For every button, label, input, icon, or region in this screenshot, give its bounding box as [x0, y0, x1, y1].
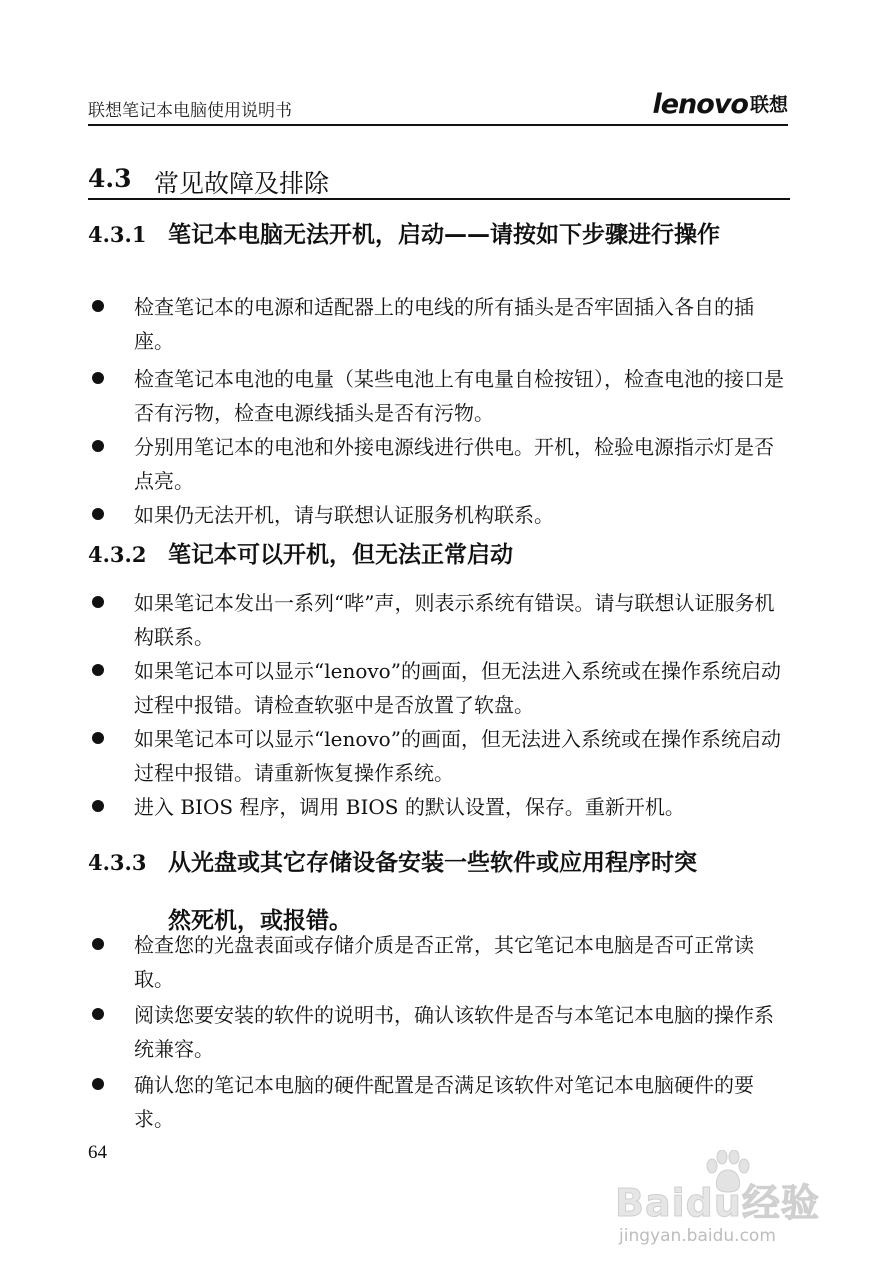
subsection-heading-4-3-1: [88, 218, 790, 252]
logo-chinese: 联想: [749, 94, 788, 116]
list-item-text: 如果仍无法开机，请与联想认证服务机构联系。: [134, 503, 554, 527]
bullet-dot-icon: [92, 372, 104, 384]
bullet-dot-icon: [92, 596, 104, 608]
list-item: [88, 722, 788, 790]
list-item: [88, 498, 788, 532]
bullet-dot-icon: [92, 440, 104, 452]
list-item: [88, 998, 788, 1066]
list-item: [88, 928, 788, 996]
watermark-url: jingyan.baidu.com: [619, 1226, 776, 1246]
bullet-dot-icon: [92, 300, 104, 312]
list-item-text: 检查笔记本电池的电量（某些电池上有电量自检按钮），检查电池的接口是否有污物，检查电源线插头是否有污物。: [134, 367, 784, 425]
list-item-text: 阅读您要安装的软件的说明书，确认该软件是否与本笔记本电脑的操作系统兼容。: [134, 1003, 774, 1061]
subsection-title: 笔记本电脑无法开机，启动——请按如下步骤进行操作: [168, 222, 720, 248]
section-title: 常见故障及排除: [154, 169, 330, 198]
list-item-text: 如果笔记本可以显示“lenovo”的画面，但无法进入系统或在操作系统启动过程中报错。请检查软驱中是否放置了软盘。: [134, 659, 781, 717]
page-number: 64: [88, 1142, 107, 1163]
list-item: [88, 586, 788, 654]
subsection-number: 4.3.1: [88, 222, 147, 247]
list-item: [88, 290, 788, 358]
section-number: 4.3: [88, 164, 132, 193]
bullet-dot-icon: [92, 1078, 104, 1090]
lenovo-logo: [652, 90, 788, 120]
subsection-heading-4-3-2: [88, 538, 790, 572]
bullet-dot-icon: [92, 800, 104, 812]
list-item: [88, 430, 788, 498]
list-item-text: 如果笔记本可以显示“lenovo”的画面，但无法进入系统或在操作系统启动过程中报错。请重新恢复操作系统。: [134, 727, 781, 785]
list-item-text: 检查笔记本的电源和适配器上的电线的所有插头是否牢固插入各自的插座。: [134, 295, 754, 353]
list-item: [88, 362, 788, 430]
list-item-text: 确认您的笔记本电脑的硬件配置是否满足该软件对笔记本电脑硬件的要求。: [134, 1073, 754, 1131]
subsection-number: 4.3.3: [88, 850, 147, 875]
list-item: [88, 654, 788, 722]
running-header: [88, 89, 788, 126]
logo-word: lenovo: [652, 89, 748, 120]
bullet-dot-icon: [92, 508, 104, 520]
list-item: [88, 790, 788, 824]
subsection-title: 笔记本可以开机，但无法正常启动: [168, 542, 513, 568]
subsection-title-line-2: 然死机，或报错。: [168, 908, 352, 934]
list-item-text: 如果笔记本发出一系列“哔”声，则表示系统有错误。请与联想认证服务机构联系。: [134, 591, 775, 649]
bullet-dot-icon: [92, 664, 104, 676]
watermark-brand: Baidu经验: [615, 1181, 820, 1225]
section-heading: [88, 160, 790, 200]
bullet-dot-icon: [92, 938, 104, 950]
list-item: [88, 1068, 788, 1136]
bullet-dot-icon: [92, 732, 104, 744]
list-item-text: 进入 BIOS 程序，调用 BIOS 的默认设置，保存。重新开机。: [134, 795, 685, 819]
subsection-number: 4.3.2: [88, 542, 147, 567]
list-item-text: 检查您的光盘表面或存储介质是否正常，其它笔记本电脑是否可正常读取。: [134, 933, 754, 991]
subsection-title-line-1: 从光盘或其它存储设备安装一些软件或应用程序时突: [168, 850, 697, 876]
header-title: 联想笔记本电脑使用说明书: [88, 101, 292, 121]
baidu-watermark: [615, 1150, 825, 1260]
list-item-text: 分别用笔记本的电池和外接电源线进行供电。开机，检验电源指示灯是否点亮。: [134, 435, 774, 493]
bullet-dot-icon: [92, 1008, 104, 1020]
